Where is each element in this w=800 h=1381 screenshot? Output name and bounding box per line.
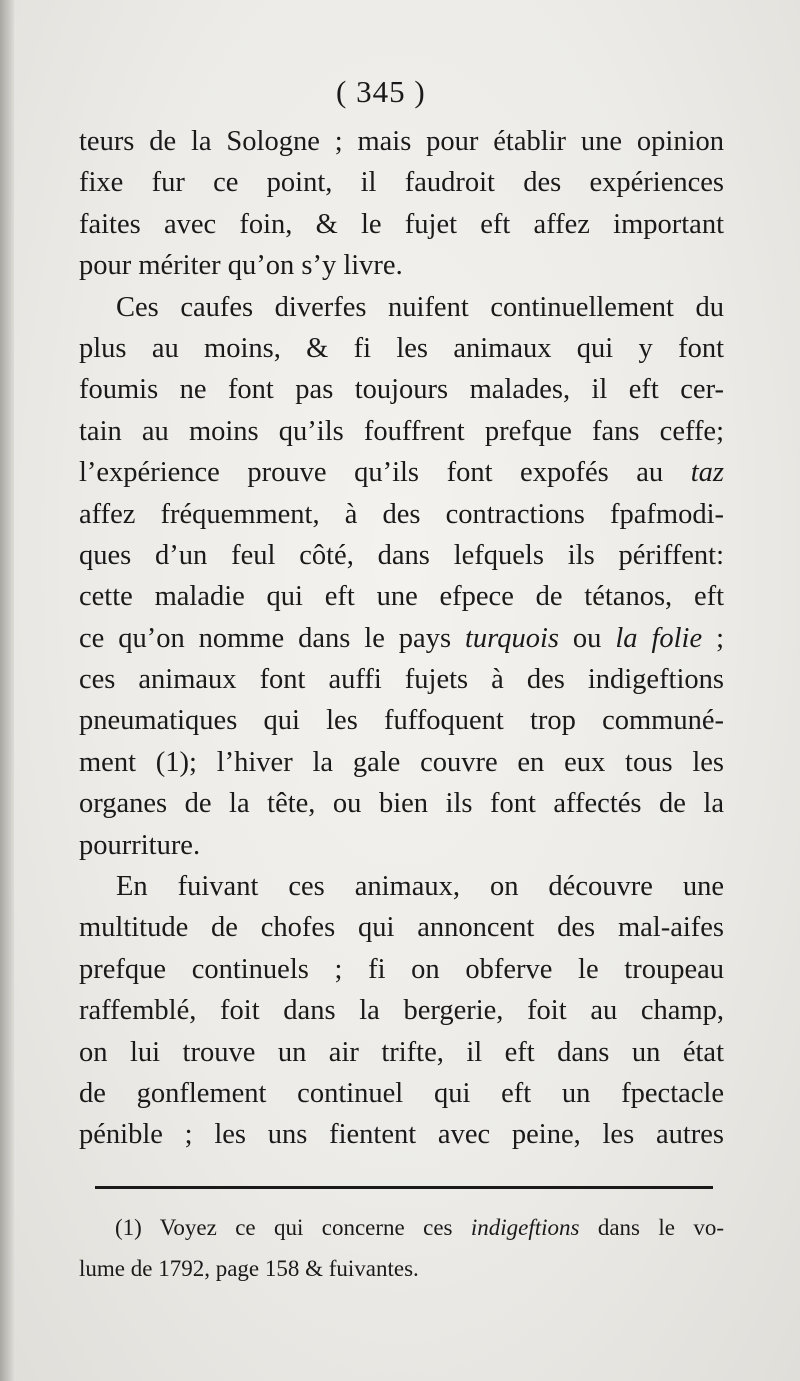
italic-term: la folie: [615, 622, 703, 654]
text-line: raffemblé, foit dans la bergerie, foit au champ,: [79, 995, 724, 1027]
footnote: [79, 1208, 724, 1291]
text-line: on lui trouve un air trifte, il eft dans un état: [79, 1036, 724, 1068]
text-line: de gonflement continuel qui eft un fpectacle: [79, 1077, 724, 1109]
text-line: affez fréquemment, à des contractions fpafmodi-: [79, 498, 724, 530]
italic-term: taz: [690, 457, 724, 489]
paragraph-start-line: Ces caufes diverfes nuifent continuellement du: [116, 291, 724, 323]
text-line: organes de la tête, ou bien ils font affectés de la: [79, 788, 724, 820]
text-line: faites avec foin, & le fujet eft affez important: [79, 208, 724, 240]
footnote-line: [79, 1208, 724, 1249]
text-segment: ;: [702, 622, 725, 654]
text-line: ces animaux font auffi fujets à des indigeftions: [79, 664, 724, 696]
text-line: pour mériter qu’on s’y livre.: [79, 250, 403, 282]
text-line: pénible ; les uns fientent avec peine, les autres: [79, 1119, 724, 1151]
text-segment: ce qu’on nomme dans le pays: [79, 622, 465, 654]
text-line: [79, 618, 724, 659]
text-line: multitude de chofes qui annoncent des mal-aifes: [79, 912, 724, 944]
text-line: plus au moins, & fi les animaux qui y font: [79, 332, 724, 364]
body-text: [79, 121, 724, 1156]
italic-term: indigeftions: [470, 1215, 580, 1240]
italic-term: turquois: [465, 622, 559, 654]
paragraph-start-line: En fuivant ces animaux, on découvre une: [116, 871, 724, 903]
text-segment: (1) Voyez ce qui concerne ces: [115, 1215, 471, 1240]
text-line: pneumatiques qui les fuffoquent trop communé-: [79, 705, 724, 737]
text-line: cette maladie qui eft une efpece de tétanos, eft: [79, 581, 724, 613]
footnote-divider: [95, 1186, 713, 1189]
text-line: ment (1); l’hiver la gale couvre en eux tous les: [79, 746, 724, 778]
text-segment: ou: [558, 622, 616, 654]
page-spine-shadow: [0, 0, 14, 1381]
text-line: prefque continuels ; fi on obferve le troupeau: [79, 953, 724, 985]
text-line: foumis ne font pas toujours malades, il eft cer-: [79, 374, 724, 406]
text-line: ques d’un feul côté, dans lefquels ils périffent:: [79, 539, 724, 571]
text-line: [79, 452, 724, 493]
footnote-line: lume de 1792, page 158 & fuivantes.: [79, 1256, 419, 1282]
text-line: fixe fur ce point, il faudroit des expériences: [79, 167, 724, 199]
text-segment: dans le vo-: [579, 1215, 724, 1240]
page-number: ( 345 ): [336, 74, 426, 109]
text-line: pourriture.: [79, 829, 201, 861]
text-line: teurs de la Sologne ; mais pour établir une opinion: [79, 126, 724, 157]
text-segment: l’expérience prouve qu’ils font expofés au: [79, 457, 691, 489]
text-line: tain au moins qu’ils fouffrent prefque fans ceffe;: [79, 415, 724, 447]
